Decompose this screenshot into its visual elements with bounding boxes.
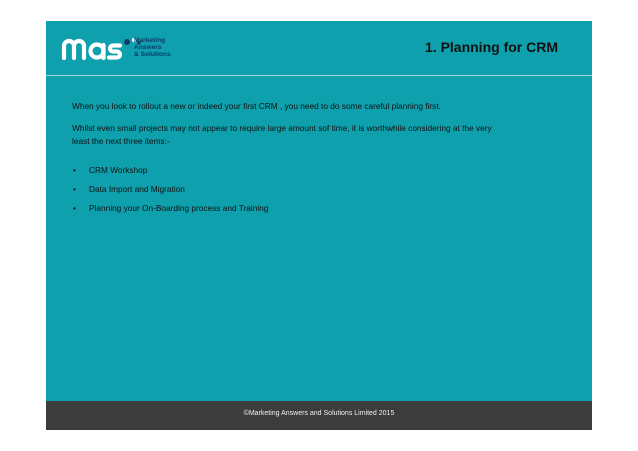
slide-body (72, 100, 492, 221)
bullet-list (72, 164, 492, 215)
bullet-item (72, 164, 492, 177)
bullet-text: CRM Workshop (89, 165, 148, 175)
slide-title: 1. Planning for CRM (425, 39, 558, 55)
bullet-item (72, 202, 492, 215)
logo-tagline-line: Answers (134, 44, 162, 51)
slide-header (46, 21, 592, 76)
bullet-text: Planning your On-Boarding process and Training (89, 203, 269, 213)
slide (46, 21, 592, 430)
bullet-item (72, 183, 492, 196)
body-paragraph: Whilst even small projects may not appear to require large amount sof time, it is worthwhile considering at the very least the next three items:- (72, 123, 492, 146)
logo-tagline-line: Marketing (134, 37, 166, 44)
copyright-text: ©Marketing Answers and Solutions Limited 2015 (243, 410, 395, 417)
body-paragraph: When you look to rollout a new or indeed your first CRM , you need to do some careful planning first. (72, 101, 441, 111)
bullet-point: • (73, 184, 76, 194)
logo-tagline (134, 37, 171, 58)
bullet-text: Data Import and Migration (89, 184, 185, 194)
logo-tagline-line: & Solutions (134, 51, 171, 58)
bullet-point: • (73, 165, 76, 175)
slide-footer (46, 401, 592, 430)
bullet-point: • (73, 203, 76, 213)
